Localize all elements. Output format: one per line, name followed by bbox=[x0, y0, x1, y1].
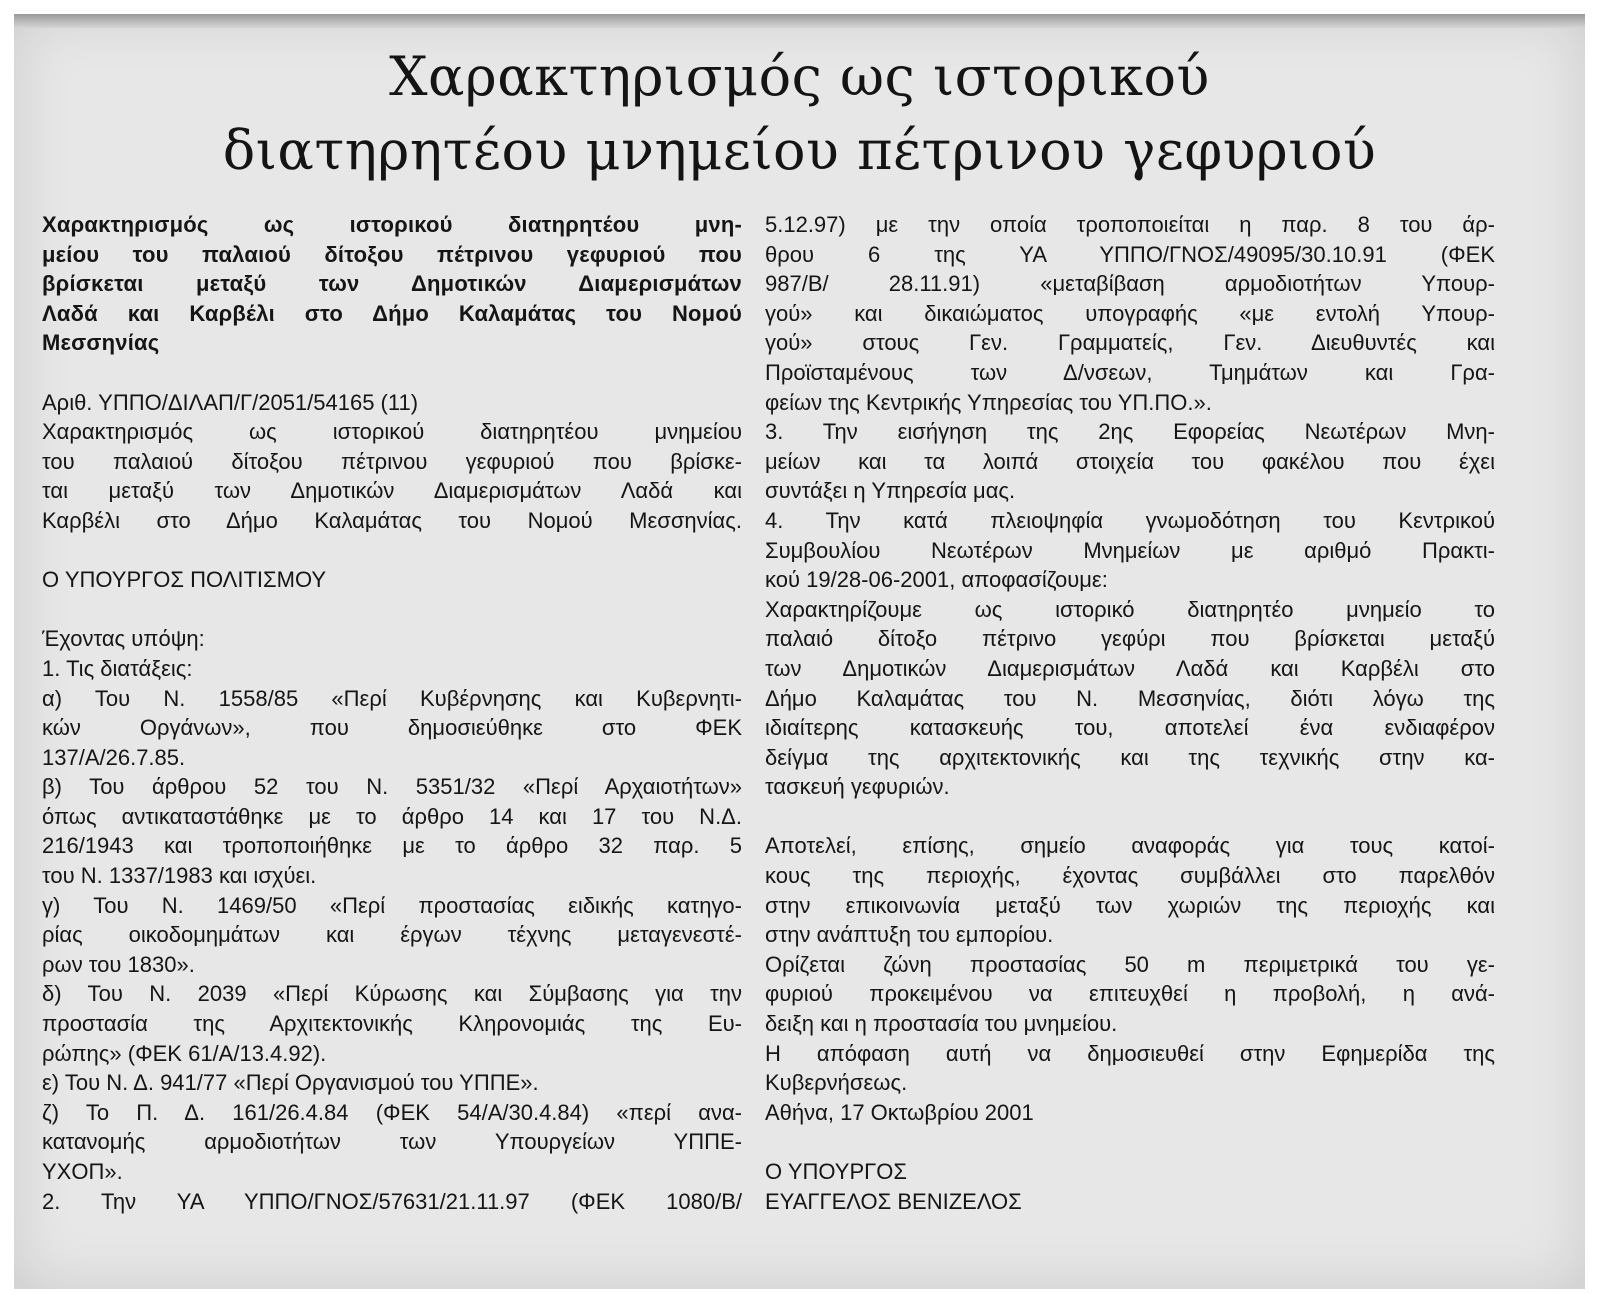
text-line: συντάξει η Υπηρεσία μας. bbox=[765, 478, 1016, 504]
text-line: κατανομής αρμοδιοτήτων των Υπουργείων ΥΠΠΕ- bbox=[42, 1129, 742, 1155]
text-line: του Ν. 1337/1983 και ισχύει. bbox=[42, 863, 317, 889]
text-line: Χαρακτηρισμός ως ιστορικού διατηρητέου μνημείου bbox=[42, 419, 742, 445]
text-line: στην ανάπτυξη του εμπορίου. bbox=[765, 922, 1054, 948]
text-line: Μεσσηνίας bbox=[42, 330, 160, 356]
text-line: Αποτελεί, επίσης, σημείο αναφοράς για τους κατοί- bbox=[765, 833, 1495, 859]
text-line: γού» και δικαιώματος υπογραφής «με εντολή Υπουρ- bbox=[765, 300, 1495, 326]
right-column bbox=[765, 210, 1495, 1216]
signature-block bbox=[765, 1157, 1495, 1216]
minister-heading: Ο ΥΠΟΥΡΓΟΣ ΠΟΛΙΤΙΣΜΟΥ bbox=[42, 567, 327, 593]
text-line: Η απόφαση αυτή να δημοσιευθεί στην Εφημερίδα της bbox=[765, 1040, 1495, 1066]
text-line: ζ) Το Π. Δ. 161/26.4.84 (ΦΕΚ 54/Α/30.4.84) «περί ανα- bbox=[42, 1099, 742, 1125]
text-line: Κυβερνήσεως. bbox=[765, 1070, 908, 1096]
text-line: των Δημοτικών Διαμερισμάτων Λαδά και Καρβέλι στο bbox=[765, 655, 1495, 681]
text-line: 5.12.97) με την οποία τροποποιείται η παρ. 8 του άρ- bbox=[765, 212, 1495, 237]
text-line: 216/1943 και τροποποιήθηκε με το άρθρο 32 παρ. 5 bbox=[42, 833, 742, 859]
text-line: φυριού προκειμένου να επιτευχθεί η προβολή, η ανά- bbox=[765, 981, 1495, 1007]
text-line: Λαδά και Καρβέλι στο Δήμο Καλαμάτας του Νομού bbox=[42, 300, 742, 326]
text-line: δειξη και η προστασία του μνημείου. bbox=[765, 1011, 1118, 1037]
text-line: παλαιό δίτοξο πέτρινο γεφύρι που βρίσκεται μεταξύ bbox=[765, 626, 1495, 652]
date-line: Αθήνα, 17 Οκτωβρίου 2001 bbox=[765, 1099, 1034, 1125]
text-line: 2. Την ΥΑ ΥΠΠΟ/ΓΝΟΣ/57631/21.11.97 (ΦΕΚ 1080/Β/ bbox=[42, 1188, 742, 1214]
text-line: του παλαιού δίτοξου πέτρινου γεφυριού που βρίσκε- bbox=[42, 448, 742, 474]
text-line: Δήμο Καλαμάτας του Ν. Μεσσηνίας, διότι λόγω της bbox=[765, 685, 1495, 711]
text-line: γ) Του Ν. 1469/50 «Περί προστασίας ειδικής κατηγο- bbox=[42, 892, 742, 918]
text-line: Χαρακτηρισμός ως ιστορικού διατηρητέου μνη- bbox=[42, 212, 742, 237]
text-line: ρων του 1830». bbox=[42, 951, 195, 977]
text-line: βρίσκεται μεταξύ των Δημοτικών Διαμερισμάτων bbox=[42, 271, 742, 297]
text-line: κού 19/28-06-2001, αποφασίζουμε: bbox=[765, 567, 1108, 593]
text-line: τασκευή γεφυριών. bbox=[765, 774, 950, 800]
continued-text bbox=[765, 210, 1495, 802]
headline bbox=[14, 40, 1585, 188]
considering-list bbox=[42, 624, 742, 1216]
headline-line-2: διατηρητέου μνημείου πέτρινου γεφυριού bbox=[222, 119, 1377, 182]
left-column bbox=[42, 210, 742, 1216]
intro-paragraph bbox=[42, 417, 742, 535]
text-line: μείων και τα λοιπά στοιχεία του φακέλου που έχει bbox=[765, 448, 1495, 474]
text-line: Καρβέλι στο Δήμο Καλαμάτας του Νομού Μεσσηνίας. bbox=[42, 507, 742, 533]
text-line: ε) Του Ν. Δ. 941/77 «Περί Οργανισμού του ΥΠΠΕ». bbox=[42, 1070, 539, 1096]
text-line: στην επικοινωνία μεταξύ των χωριών της περιοχής και bbox=[765, 892, 1495, 918]
text-line: 3. Την εισήγηση της 2ης Εφορείας Νεωτέρων Μνη- bbox=[765, 419, 1495, 445]
text-line: α) Του Ν. 1558/85 «Περί Κυβέρνησης και Κυβερνητι- bbox=[42, 685, 742, 711]
closing-text bbox=[765, 831, 1495, 1127]
signature-title: Ο ΥΠΟΥΡΓΟΣ bbox=[765, 1159, 907, 1184]
text-line: ται μεταξύ των Δημοτικών Διαμερισμάτων Λαδά και bbox=[42, 478, 742, 504]
signature-name: ΕΥΑΓΓΕΛΟΣ ΒΕΝΙΖΕΛΟΣ bbox=[765, 1188, 1022, 1214]
decision-number: Αριθ. ΥΠΠΟ/ΔΙΛΑΠ/Γ/2051/54165 (11) bbox=[42, 389, 419, 415]
text-line: δ) Του Ν. 2039 «Περί Κύρωσης και Σύμβασης για την bbox=[42, 981, 742, 1007]
text-line: Χαρακτηρίζουμε ως ιστορικό διατηρητέο μνημείο το bbox=[765, 596, 1495, 622]
text-line: ρώπης» (ΦΕΚ 61/Α/13.4.92). bbox=[42, 1040, 327, 1066]
text-line: μείου του παλαιού δίτοξου πέτρινου γεφυριού που bbox=[42, 241, 742, 267]
text-line: δείγμα της αρχιτεκτονικής και της τεχνικής στην κα- bbox=[765, 744, 1495, 770]
text-line: Ορίζεται ζώνη προστασίας 50 m περιμετρικά του γε- bbox=[765, 951, 1495, 977]
newspaper-clipping bbox=[14, 14, 1585, 1289]
text-line: 987/Β/ 28.11.91) «μεταβίβαση αρμοδιοτήτων Υπουρ- bbox=[765, 271, 1495, 297]
text-line: ΥΧΟΠ». bbox=[42, 1159, 123, 1184]
text-line: φείων της Κεντρικής Υπηρεσίας του ΥΠ.ΠΟ.». bbox=[765, 389, 1212, 415]
text-line: Έχοντας υπόψη: bbox=[42, 626, 205, 652]
text-line: γού» στους Γεν. Γραμματείς, Γεν. Διευθυντές και bbox=[765, 330, 1495, 356]
text-line: Συμβουλίου Νεωτέρων Μνημείων με αριθμό Πρακτι- bbox=[765, 537, 1495, 563]
text-line: θρου 6 της ΥΑ ΥΠΠΟ/ΓΝΟΣ/49095/30.10.91 (ΦΕΚ bbox=[765, 241, 1495, 267]
text-line: 137/Α/26.7.85. bbox=[42, 744, 186, 770]
text-line: β) Του άρθρου 52 του Ν. 5351/32 «Περί Αρχαιοτήτων» bbox=[42, 774, 742, 800]
lead-paragraph bbox=[42, 210, 742, 358]
text-line: προστασία της Αρχιτεκτονικής Κληρονομιάς της Ευ- bbox=[42, 1011, 742, 1037]
text-line: 1. Τις διατάξεις: bbox=[42, 655, 193, 681]
text-line: κους της περιοχής, έχοντας συμβάλλει στο παρελθόν bbox=[765, 863, 1495, 889]
text-line: Προϊσταμένους των Δ/νσεων, Τμημάτων και Γρα- bbox=[765, 359, 1495, 385]
text-line: 4. Την κατά πλειοψηφία γνωμοδότηση του Κεντρικού bbox=[765, 507, 1495, 533]
text-line: ρίας οικοδομημάτων και έργων τέχνης μεταγενεστέ- bbox=[42, 922, 742, 948]
headline-line-1: Χαρακτηρισμός ως ιστορικού bbox=[389, 45, 1210, 108]
text-line: όπως αντικαταστάθηκε με το άρθρο 14 και 17 του Ν.Δ. bbox=[42, 803, 742, 829]
text-line: ιδιαίτερης κατασκευής του, αποτελεί ένα ενδιαφέρον bbox=[765, 715, 1495, 741]
text-line: κών Οργάνων», που δημοσιεύθηκε στο ΦΕΚ bbox=[42, 715, 742, 741]
